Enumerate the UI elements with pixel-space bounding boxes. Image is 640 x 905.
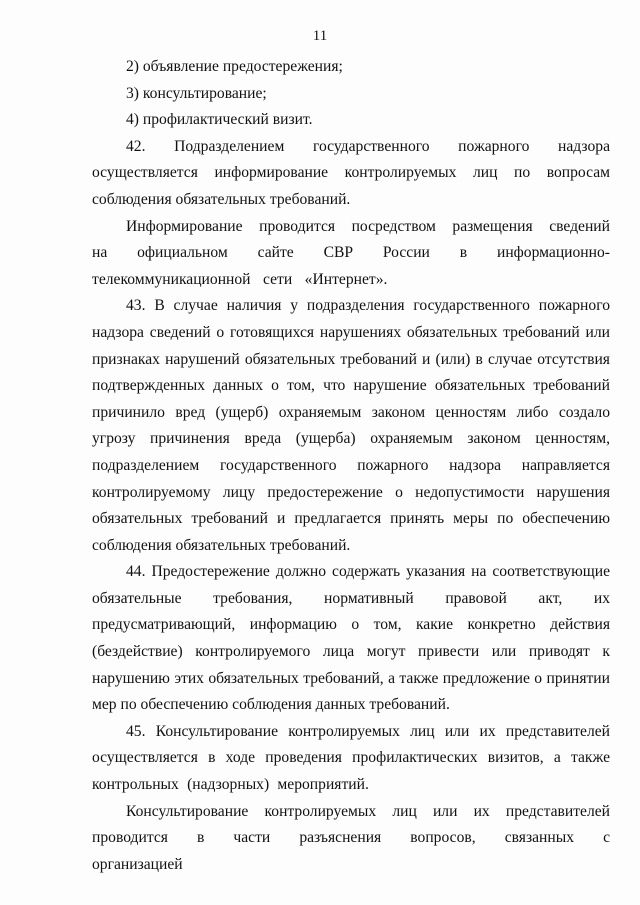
clause-45-consulting-paragraph: Консультирование контролируемых лиц или их представителей проводится в части разъяснения вопросов, связанных с организацией [92, 802, 610, 873]
list-item-profilakticheskiy-vizit: 4) профилактический визит. [126, 111, 313, 129]
document-body [92, 54, 610, 878]
clause-42-paragraph: 42. Подразделением государственного пожарного надзора осуществляется информирование контролируемых лиц по вопросам соблюдения обязательных требований. [92, 137, 610, 208]
list-item-konsultirovanie: 3) консультирование; [126, 84, 267, 102]
clause-45-paragraph: 45. Консультирование контролируемых лиц или их представителей осуществляется в ходе проведения профилактических визитов, а также контрольных (надзорных) мероприятий. [92, 722, 610, 794]
clause-43-paragraph: 43. В случае наличия у подразделения государственного пожарного надзора сведений о готовящихся нарушениях обязательных требований или признаках нарушений обязательных требований и (или) в случае отсутствия подтвержденных данных о том, что нарушение обязательных требований причинило вред (ущерб) охраняемым законом ценностям либо создало угрозу причинения вреда (ущерба) охраняемым законом ценностям, подразделением государственного пожарного надзора направляется контролируемому лицу предостережение о недопустимости нарушения обязательных требований и предлагается принять меры по обеспечению соблюдения обязательных требований. [92, 297, 610, 554]
clause-42-informing-paragraph: Информирование проводится посредством размещения сведений на официальном сайте СВР России в информационно-телекоммуникационной сети «Интернет». [92, 217, 610, 288]
list-item-objavlenie-predosterezheniya: 2) объявление предостережения; [126, 58, 343, 75]
clause-44-paragraph: 44. Предостережение должно содержать указания на соответствующие обязательные требования, нормативный правовой акт, их предусматривающий, информацию о том, какие конкретно действия (бездействие) контролируемого лица могут привести или приводят к нарушению этих обязательных требований, а также предложение о принятии мер по обеспечению соблюдения данных требований. [92, 563, 610, 714]
page-number: 11 [312, 28, 328, 44]
